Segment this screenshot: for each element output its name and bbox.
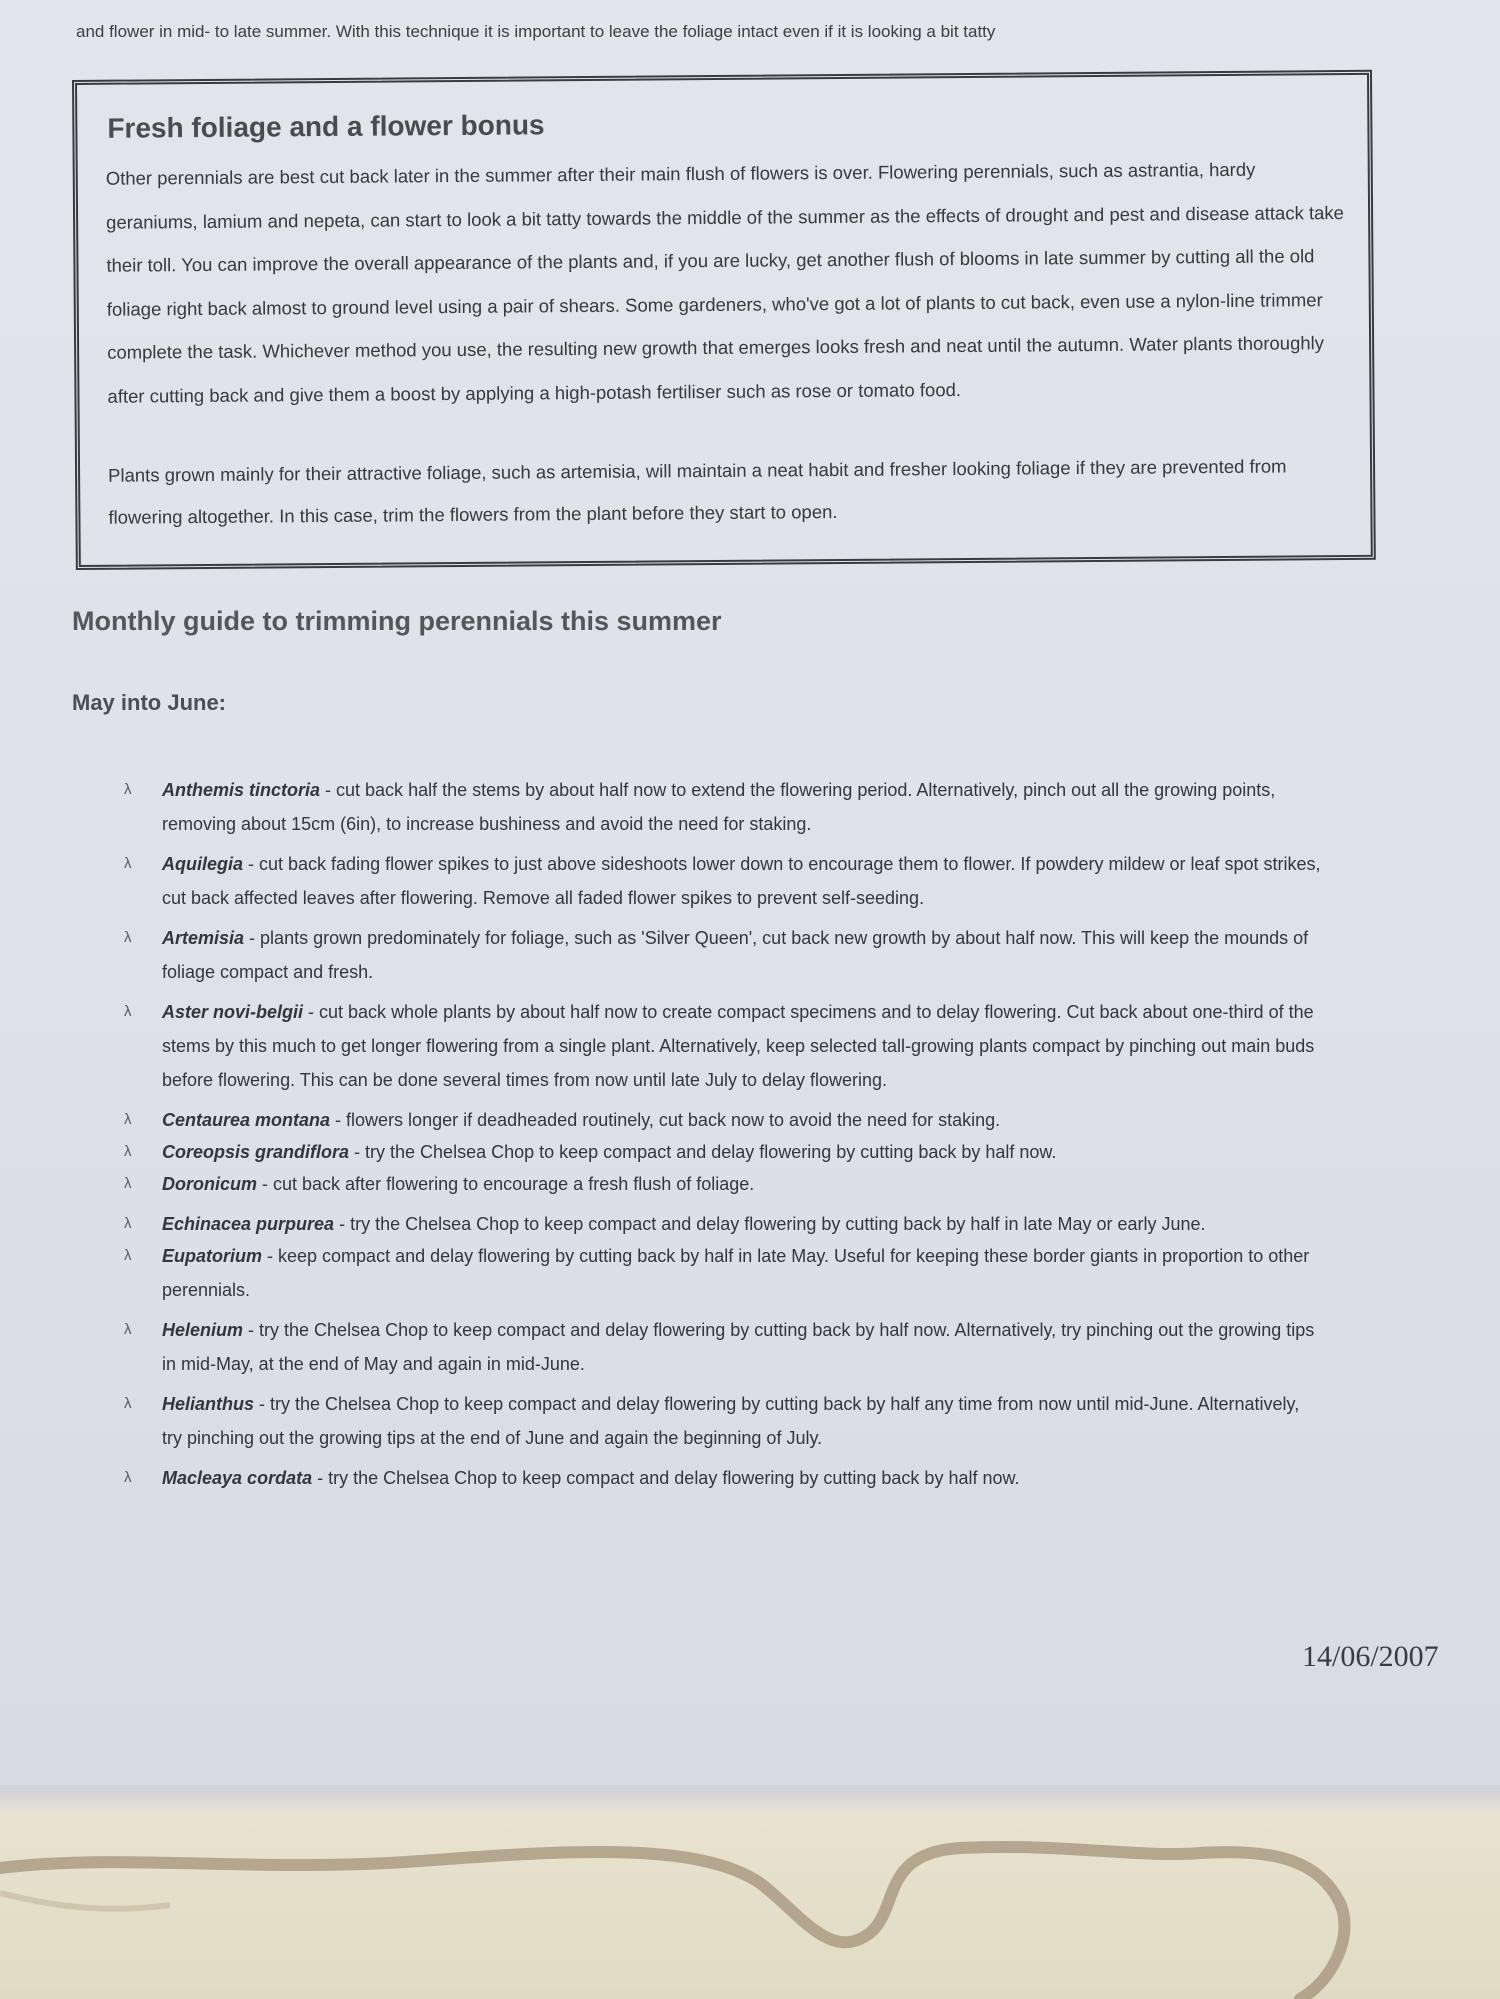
plant-name: Helianthus bbox=[162, 1394, 255, 1414]
paper-edge bbox=[0, 1785, 1500, 1813]
plant-name: Artemisia bbox=[162, 928, 245, 948]
list-item bbox=[122, 1135, 1322, 1169]
plant-advice: - keep compact and delay flowering by cutting back by half in late May. Useful for keeping these border giants in proportion to other perennials. bbox=[162, 1246, 1310, 1300]
fabric-stain-mark bbox=[0, 1813, 1500, 1999]
list-item bbox=[122, 847, 1322, 915]
plant-name: Macleaya cordata bbox=[162, 1468, 313, 1488]
list-item bbox=[122, 1103, 1322, 1137]
plant-advice: - try the Chelsea Chop to keep compact and delay flowering by cutting back by half any time from now until mid-June. Alternatively, try pinching out the growing tips at the end of June and again the beginning of July. bbox=[162, 1394, 1300, 1448]
plant-advice: - plants grown predominately for foliage, such as 'Silver Queen', cut back new growth by about half now. This will keep the mounds of foliage compact and fresh. bbox=[162, 928, 1309, 982]
plant-advice: - cut back half the stems by about half now to extend the flowering period. Alternatively, pinch out all the growing points, removing about 15cm (6in), to increase bushiness and avoid the need for staking. bbox=[162, 780, 1276, 834]
list-item bbox=[122, 995, 1322, 1097]
plant-name: Helenium bbox=[162, 1320, 244, 1340]
bullet-icon: λ bbox=[124, 1003, 132, 1020]
plant-name: Coreopsis grandiflora bbox=[162, 1142, 350, 1162]
bullet-icon: λ bbox=[124, 929, 132, 946]
plant-name: Anthemis tinctoria bbox=[162, 780, 321, 800]
box-paragraph: Other perennials are best cut back later in the summer after their main flush of flowers is over. Flowering perennials, such as astrantia, hardy geraniums, lamium and nepeta, can start to look a bit tatty towards the middle of the summer as the effects of drought and pest and disease attack take their toll. You can improve the overall appearance of the plants and, if you are lucky, get another flush of blooms in late summer by cutting all the old foliage right back almost to ground level using a pair of shears. Some gardeners, who've got a lot of plants to cut back, even use a nylon-line trimmer complete the task. Whichever method you use, the resulting new growth that emerges looks fresh and neat until the autumn. Water plants thoroughly after cutting back and give them a boost by applying a high-potash fertiliser such as rose or tomato food. bbox=[105, 158, 1344, 407]
bullet-icon: λ bbox=[124, 1143, 132, 1160]
month-subheading: May into June: bbox=[72, 690, 227, 715]
plant-advice: - try the Chelsea Chop to keep compact and delay flowering by cutting back by half now. Alternatively, try pinching out the growing tips in mid-May, at the end of May and again in mid-June. bbox=[162, 1320, 1315, 1374]
bullet-icon: λ bbox=[124, 1321, 132, 1338]
bullet-icon: λ bbox=[124, 781, 132, 798]
bullet-icon: λ bbox=[124, 1469, 132, 1486]
date-stamp: 14/06/2007 bbox=[1302, 1640, 1439, 1673]
plant-list bbox=[122, 773, 1322, 1501]
plant-advice: - try the Chelsea Chop to keep compact and delay flowering by cutting back by half in late May or early June. bbox=[334, 1214, 1206, 1234]
list-item bbox=[122, 773, 1322, 841]
plant-name: Centaurea montana bbox=[162, 1110, 331, 1130]
section-heading: Monthly guide to trimming perennials this summer bbox=[72, 606, 722, 636]
plant-advice: - try the Chelsea Chop to keep compact and delay flowering by cutting back by half now. bbox=[349, 1142, 1057, 1162]
box-paragraph: Plants grown mainly for their attractive foliage, such as artemisia, will maintain a neat habit and fresher looking foliage if they are prevented from flowering altogether. In this case, trim the flowers from the plant before they start to open. bbox=[108, 455, 1287, 528]
list-item bbox=[122, 1239, 1322, 1307]
bullet-icon: λ bbox=[124, 1111, 132, 1128]
plant-advice: - flowers longer if deadheaded routinely, cut back now to avoid the need for staking. bbox=[330, 1110, 1001, 1130]
list-item bbox=[122, 1387, 1322, 1455]
bullet-icon: λ bbox=[124, 1395, 132, 1412]
plant-name: Eupatorium bbox=[162, 1246, 263, 1266]
bullet-icon: λ bbox=[124, 1215, 132, 1232]
list-item bbox=[122, 921, 1322, 989]
plant-name: Aster novi-belgii bbox=[162, 1002, 304, 1022]
list-item bbox=[122, 1167, 1322, 1201]
list-item bbox=[122, 1313, 1322, 1381]
plant-advice: - cut back whole plants by about half now to create compact specimens and to delay flowering. Cut back about one-third of the stems by this much to get longer flowering from a single plant. Alternatively, keep selected tall-growing plants compact by pinching out main buds before flowering. This can be done several times from now until late July to delay flowering. bbox=[162, 1002, 1315, 1090]
list-item bbox=[122, 1207, 1322, 1241]
table-surface bbox=[0, 1813, 1500, 1999]
plant-name: Aquilegia bbox=[162, 854, 244, 874]
highlight-box bbox=[72, 70, 1376, 570]
bullet-icon: λ bbox=[124, 1247, 132, 1264]
bullet-icon: λ bbox=[124, 1175, 132, 1192]
bullet-icon: λ bbox=[124, 855, 132, 872]
plant-name: Doronicum bbox=[162, 1174, 258, 1194]
plant-advice: - try the Chelsea Chop to keep compact and delay flowering by cutting back by half now. bbox=[312, 1468, 1020, 1488]
box-heading: Fresh foliage and a flower bonus bbox=[107, 109, 545, 144]
list-item bbox=[122, 1461, 1322, 1495]
plant-name: Echinacea purpurea bbox=[162, 1214, 335, 1234]
intro-text-line: and flower in mid- to late summer. With this technique it is important to leave the foliage intact even if it is looking a bit tatty bbox=[76, 22, 996, 41]
plant-advice: - cut back after flowering to encourage a fresh flush of foliage. bbox=[257, 1174, 755, 1194]
plant-advice: - cut back fading flower spikes to just above sideshoots lower down to encourage them to flower. If powdery mildew or leaf spot strikes, cut back affected leaves after flowering. Remove all faded flower spikes to prevent self-seeding. bbox=[162, 854, 1321, 908]
